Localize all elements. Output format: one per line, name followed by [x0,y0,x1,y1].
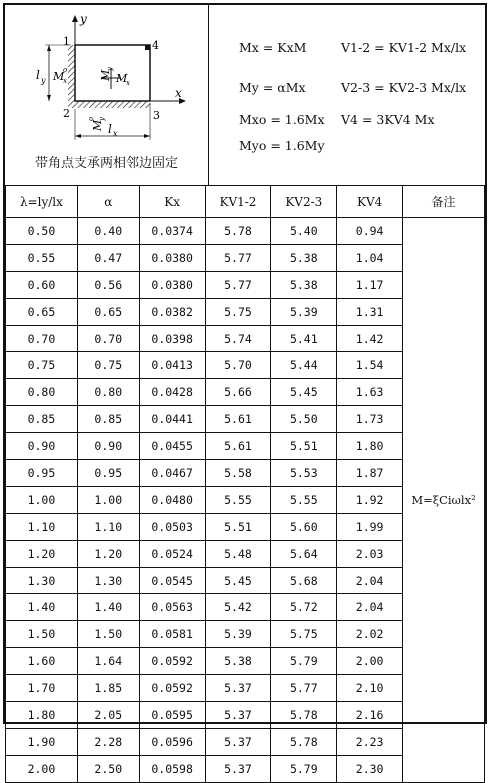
formula-mx0: Mxo = 1.6Mx [239,112,325,127]
cell-kv23: 5.55 [271,486,337,513]
corner-support-marker [145,45,150,50]
cell-alpha: 1.00 [77,486,139,513]
corner-label-1: 1 [63,35,70,48]
cell-alpha: 0.70 [77,325,139,352]
cell-alpha: 1.20 [77,540,139,567]
cell-kv4: 1.92 [337,486,403,513]
fixed-edge-left-hatch [68,45,75,101]
cell-kx: 0.0455 [139,433,205,460]
cell-alpha: 0.80 [77,379,139,406]
cell-lambda: 1.20 [6,540,78,567]
cell-kx: 0.0503 [139,513,205,540]
cell-alpha: 1.85 [77,675,139,702]
header-kv23: KV2-3 [271,186,337,218]
cell-kv12: 5.66 [205,379,271,406]
cell-lambda: 1.60 [6,648,78,675]
header-note: 备注 [403,186,485,218]
cell-kv4: 1.73 [337,406,403,433]
table-row [6,218,485,245]
cell-kx: 0.0595 [139,702,205,729]
cell-kv12: 5.37 [205,702,271,729]
cell-kv12: 5.61 [205,406,271,433]
formula-block [211,5,485,185]
formula-my: My = αMx [239,80,306,95]
header-kx: Kx [139,186,205,218]
cell-kv4: 2.02 [337,621,403,648]
cell-alpha: 0.40 [77,218,139,245]
cell-lambda: 2.00 [6,755,78,782]
cell-kv4: 0.94 [337,218,403,245]
cell-kx: 0.0524 [139,540,205,567]
cell-kv23: 5.79 [271,648,337,675]
cell-kv4: 2.04 [337,567,403,594]
cell-kv23: 5.60 [271,513,337,540]
cell-lambda: 0.55 [6,244,78,271]
cell-alpha: 0.90 [77,433,139,460]
cell-kv12: 5.75 [205,298,271,325]
cell-kv4: 2.04 [337,594,403,621]
cell-alpha: 2.28 [77,728,139,755]
cell-kv23: 5.72 [271,594,337,621]
cell-kv23: 5.68 [271,567,337,594]
mx-label: M [116,72,128,85]
formula-v12: V1-2 = KV1-2 Mx/lx [341,40,467,55]
cell-lambda: 0.95 [6,460,78,487]
cell-kv23: 5.39 [271,298,337,325]
cell-lambda: 0.90 [6,433,78,460]
cell-kv12: 5.37 [205,728,271,755]
cell-kv4: 2.03 [337,540,403,567]
cell-kv23: 5.50 [271,406,337,433]
cell-alpha: 0.65 [77,298,139,325]
coefficient-table [5,185,485,783]
plate-diagram-svg [5,5,208,155]
table-header-row [6,186,485,218]
cell-kx: 0.0592 [139,675,205,702]
header-kv4: KV4 [337,186,403,218]
cell-lambda: 0.60 [6,271,78,298]
header-panel [5,5,485,186]
cell-kv12: 5.37 [205,755,271,782]
cell-kv4: 1.80 [337,433,403,460]
cell-kx: 0.0598 [139,755,205,782]
ly-label: l [36,68,40,82]
header-kv12: KV1-2 [205,186,271,218]
cell-kv4: 2.23 [337,728,403,755]
cell-kv4: 1.63 [337,379,403,406]
cell-alpha: 0.95 [77,460,139,487]
cell-kv4: 1.42 [337,325,403,352]
table-sheet [3,3,487,776]
cell-kv12: 5.45 [205,567,271,594]
cell-kv4: 2.16 [337,702,403,729]
cell-kv23: 5.77 [271,675,337,702]
cell-kv4: 1.31 [337,298,403,325]
cell-kv12: 5.37 [205,675,271,702]
my0-label-sup: o [87,116,95,121]
fixed-edge-bottom-hatch [68,101,150,108]
cell-alpha: 1.10 [77,513,139,540]
cell-kv23: 5.38 [271,271,337,298]
cell-kv4: 1.17 [337,271,403,298]
cell-kv4: 1.04 [337,244,403,271]
plate-diagram [5,5,208,185]
cell-kv23: 5.53 [271,460,337,487]
cell-alpha: 2.50 [77,755,139,782]
lx-label-sub: x [113,129,118,138]
cell-kv23: 5.79 [271,755,337,782]
cell-kv4: 2.30 [337,755,403,782]
y-axis-arrow [72,15,78,22]
cell-kx: 0.0428 [139,379,205,406]
cell-kx: 0.0563 [139,594,205,621]
cell-alpha: 1.30 [77,567,139,594]
cell-lambda: 0.70 [6,325,78,352]
cell-kv12: 5.55 [205,486,271,513]
cell-kv12: 5.77 [205,244,271,271]
my0-label: M [91,119,104,131]
cell-alpha: 1.64 [77,648,139,675]
ly-label-sub: y [41,76,46,85]
cell-lambda: 1.70 [6,675,78,702]
cell-kv12: 5.42 [205,594,271,621]
cell-alpha: 0.85 [77,406,139,433]
cell-kv23: 5.78 [271,728,337,755]
cell-kv23: 5.41 [271,325,337,352]
cell-kv4: 1.99 [337,513,403,540]
my-label: M [99,69,112,81]
cell-kv12: 5.78 [205,218,271,245]
cell-kx: 0.0441 [139,406,205,433]
cell-kv12: 5.61 [205,433,271,460]
cell-kv23: 5.40 [271,218,337,245]
cell-kv23: 5.51 [271,433,337,460]
cell-kv12: 5.70 [205,352,271,379]
cell-kx: 0.0374 [139,218,205,245]
cell-kv4: 2.10 [337,675,403,702]
cell-kv23: 5.64 [271,540,337,567]
table-body [6,218,485,783]
cell-lambda: 1.90 [6,728,78,755]
formula-v4: V4 = 3KV4 Mx [341,112,435,127]
cell-kv12: 5.77 [205,271,271,298]
plate-outline [75,45,150,101]
cell-alpha: 0.56 [77,271,139,298]
mx-label-sub: x [126,79,130,87]
cell-alpha: 0.47 [77,244,139,271]
cell-kx: 0.0581 [139,621,205,648]
axis-label-x: x [175,86,182,100]
cell-lambda: 1.50 [6,621,78,648]
cell-kv23: 5.45 [271,379,337,406]
cell-lambda: 0.75 [6,352,78,379]
cell-kx: 0.0545 [139,567,205,594]
formula-my0: Myo = 1.6My [239,138,325,153]
cell-kv4: 2.00 [337,648,403,675]
cell-kv12: 5.48 [205,540,271,567]
cell-kv12: 5.38 [205,648,271,675]
formula-mx: Mx = KxM [239,40,307,55]
cell-kx: 0.0467 [139,460,205,487]
corner-label-2: 2 [63,107,70,120]
mx0-label: M [53,70,65,83]
cell-kv12: 5.51 [205,513,271,540]
cell-kv23: 5.78 [271,702,337,729]
cell-alpha: 0.75 [77,352,139,379]
cell-kx: 0.0398 [139,325,205,352]
cell-kv12: 5.39 [205,621,271,648]
cell-kv4: 1.54 [337,352,403,379]
cell-lambda: 0.85 [6,406,78,433]
header-alpha: α [77,186,139,218]
mx0-label-sup: o [63,66,68,74]
cell-lambda: 1.10 [6,513,78,540]
cell-alpha: 2.05 [77,702,139,729]
cell-kx: 0.0382 [139,298,205,325]
cell-lambda: 1.00 [6,486,78,513]
cell-lambda: 1.80 [6,702,78,729]
cell-lambda: 0.50 [6,218,78,245]
cell-kx: 0.0480 [139,486,205,513]
header-lambda: λ=ly/lx [6,186,78,218]
lx-label: l [108,122,112,136]
mx0-label-sub: x [63,77,67,85]
cell-lambda: 0.65 [6,298,78,325]
cell-alpha: 1.40 [77,594,139,621]
cell-lambda: 1.40 [6,594,78,621]
my0-label-sub: y [98,117,106,121]
cell-lambda: 0.80 [6,379,78,406]
cell-kv23: 5.75 [271,621,337,648]
cell-kx: 0.0596 [139,728,205,755]
formula-v23: V2-3 = KV2-3 Mx/lx [341,80,467,95]
cell-kx: 0.0592 [139,648,205,675]
axis-label-y: y [80,12,87,26]
cell-lambda: 1.30 [6,567,78,594]
cell-kv23: 5.38 [271,244,337,271]
diagram-caption: 带角点支承两相邻边固定 [34,156,178,171]
cell-kx: 0.0413 [139,352,205,379]
cell-kx: 0.0380 [139,244,205,271]
cell-alpha: 1.50 [77,621,139,648]
corner-label-4: 4 [152,39,159,52]
cell-kx: 0.0380 [139,271,205,298]
note-cell: M=ξCiωlx² [403,218,485,783]
cell-kv12: 5.74 [205,325,271,352]
corner-label-3: 3 [153,109,160,122]
header-divider [208,5,209,185]
cell-kv12: 5.58 [205,460,271,487]
cell-kv23: 5.44 [271,352,337,379]
cell-kv4: 1.87 [337,460,403,487]
my-label-sub: y [106,67,114,71]
